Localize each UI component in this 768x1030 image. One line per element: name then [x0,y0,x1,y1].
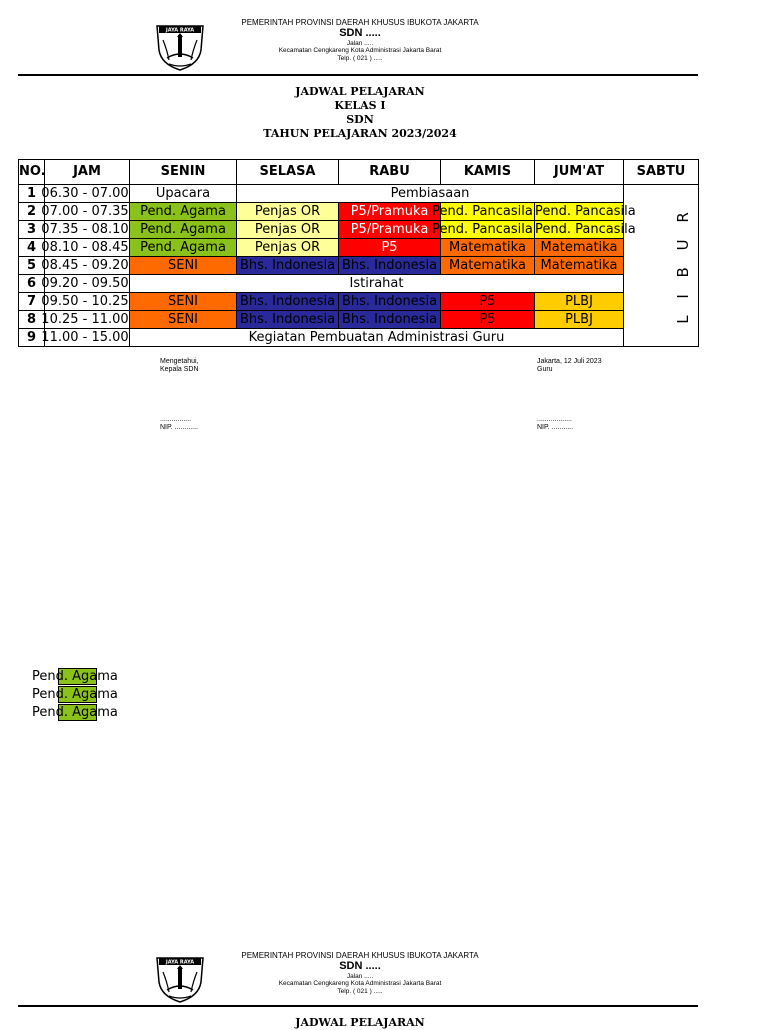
academic-year: TAHUN PELAJARAN 2023/2024 [263,127,457,140]
row-time: 06.30 - 07.00 [41,185,129,201]
row-number: 7 [19,293,45,311]
header-no: NO. [19,160,45,185]
signature-left-name [160,416,198,432]
sig-right-place-date: Jakarta, 12 Juli 2023 [537,358,602,365]
cell-selasa: Bhs. Indonesia [237,311,339,329]
cell-kamis: P5 [441,311,535,329]
cell-senin: Pend. Agama [130,203,237,221]
row-time: 10.25 - 11.00 [41,311,129,327]
header-jumat: JUM'AT [535,160,624,185]
cell-selasa: Penjas OR [237,221,339,239]
jakarta-emblem-logo [153,20,207,72]
cell-rabu: Bhs. Indonesia [339,311,441,329]
school-label: SDN [346,113,374,126]
letterhead-government: PEMERINTAH PROVINSI DAERAH KHUSUS IBUKOTA JAKARTA [241,18,479,27]
letterhead-address: Jalan ..... [346,972,374,980]
sig-left-dots: ................ [160,416,192,423]
sig-left-acknowledged: Mengetahui, [160,358,199,365]
header-senin: SENIN [130,160,237,185]
row-time: 09.50 - 10.25 [41,293,129,309]
class-label: KELAS I [334,99,386,112]
header-jam: JAM [45,160,130,185]
schedule-title: JADWAL PELAJARAN [295,85,425,98]
letterhead-school: SDN ..... [339,960,381,973]
row-time: 07.35 - 08.10 [41,221,129,237]
table-row [19,203,699,221]
emblem-lettering: JAYA RAYA [165,959,195,966]
emblem-lettering: JAYA RAYA [165,27,195,34]
cell-senin: Pend. Agama [130,239,237,257]
header-rabu: RABU [339,160,441,185]
letterhead-district: Kecamatan Cengkareng Kota Administrasi Jakarta Barat [278,47,442,55]
schedule-title-block [200,85,520,141]
cell-kamis: Matematika [441,239,535,257]
schedule-table [18,159,699,347]
schedule-title-page2 [200,1016,520,1030]
cell-span-activity: Istirahat [130,275,624,293]
cell-senin: SENI [130,293,237,311]
letterhead-page2 [230,951,490,995]
signature-left [160,358,199,374]
table-row [19,329,699,347]
cell-senin: Upacara [130,185,237,203]
cell-jumat: Pend. Pancasila [535,203,636,219]
header-kamis: KAMIS [441,160,535,185]
row-number: 2 [19,203,45,221]
row-time: 07.00 - 07.35 [41,203,129,219]
cell-senin: SENI [130,257,237,275]
row-number: 5 [19,257,45,275]
cell-rabu: P5 [339,239,441,257]
table-row [19,185,699,203]
table-row [19,293,699,311]
stray-label: Pend. Agama [32,669,118,684]
cell-jumat: Matematika [535,257,624,275]
cell-rabu: P5/Pramuka [339,203,441,221]
cell-span-activity: Pembiasaan [237,185,624,203]
cell-span-activity: Kegiatan Pembuatan Administrasi Guru [130,329,624,347]
row-number: 3 [19,221,45,239]
cell-senin: SENI [130,311,237,329]
letterhead-phone: Telp. ( 021 ) ..... [337,987,383,995]
row-number: 4 [19,239,45,257]
cell-kamis: P5 [441,293,535,311]
signature-right-name [537,416,573,432]
letterhead-divider [18,74,698,76]
cell-senin: Pend. Agama [130,221,237,239]
cell-kamis: Matematika [441,257,535,275]
cell-selasa: Bhs. Indonesia [237,257,339,275]
row-time: 08.10 - 08.45 [41,239,129,255]
stray-label: Pend. Agama [32,687,118,702]
stray-label: Pend. Agama [32,705,118,720]
table-header-row [19,160,699,185]
letterhead-district: Kecamatan Cengkareng Kota Administrasi Jakarta Barat [278,980,442,988]
row-time: 09.20 - 09.50 [41,275,129,291]
row-number: 1 [19,185,45,203]
cell-kamis: Pend. Pancasila [432,221,533,237]
letterhead-government: PEMERINTAH PROVINSI DAERAH KHUSUS IBUKOTA JAKARTA [241,951,479,960]
header-sabtu: SABTU [624,160,699,185]
table-row [19,311,699,329]
sig-right-nip: NIP. ........... [537,424,574,431]
sig-right-dots: .................. [537,416,573,423]
table-row [19,275,699,293]
letterhead-school: SDN ..... [339,27,381,40]
jakarta-emblem-logo-page2 [153,952,207,1004]
signature-right [537,358,602,374]
letterhead-address: Jalan ..... [346,39,374,47]
row-number: 6 [19,275,45,293]
table-row [19,221,699,239]
cell-jumat: Pend. Pancasila [535,221,636,237]
table-row [19,257,699,275]
cell-jumat: PLBJ [535,311,624,329]
libur-label: L I B U R [673,205,692,324]
header-selasa: SELASA [237,160,339,185]
table-row [19,239,699,257]
letterhead-divider-page2 [18,1005,698,1007]
row-time: 08.45 - 09.20 [41,257,129,273]
cell-jumat: PLBJ [535,293,624,311]
cell-selasa: Bhs. Indonesia [237,293,339,311]
cell-kamis: Pend. Pancasila [432,203,533,219]
cell-selasa: Penjas OR [237,239,339,257]
sig-right-role: Guru [537,366,553,373]
row-number: 9 [19,329,45,347]
sig-left-role: Kepala SDN [160,366,199,373]
letterhead-phone: Telp. ( 021 ) ..... [337,54,383,62]
cell-selasa: Penjas OR [237,203,339,221]
letterhead [230,18,490,62]
row-number: 8 [19,311,45,329]
cell-rabu: Bhs. Indonesia [339,257,441,275]
row-time: 11.00 - 15.00 [41,329,129,345]
cell-rabu: Bhs. Indonesia [339,293,441,311]
schedule-title: JADWAL PELAJARAN [295,1016,425,1029]
cell-jumat: Matematika [535,239,624,257]
cell-rabu: P5/Pramuka [339,221,441,239]
sig-left-nip: NIP. ............ [160,424,198,431]
